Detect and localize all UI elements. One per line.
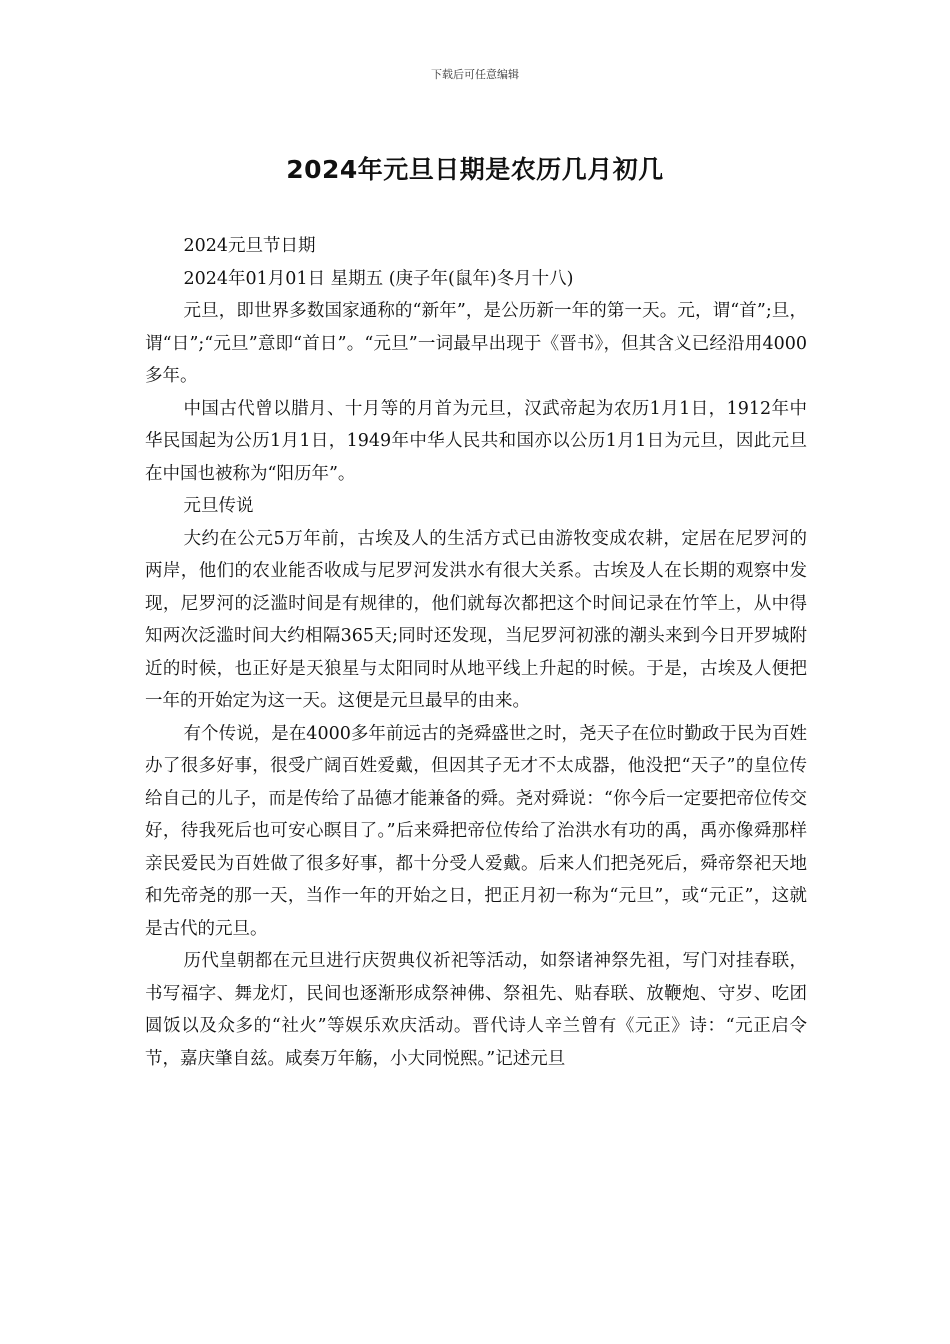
paragraph-dynasty-customs: 历代皇朝都在元旦进行庆贺典仪祈祀等活动，如祭诸神祭先祖，写门对挂春联，书写福字、舞龙灯，民间也逐渐形成祭神佛、祭祖先、贴春联、放鞭炮、守岁、吃团圆饭以及众多的“社火”等娱乐欢庆活动。晋代诗人辛兰曾有《元正》诗：“元正启令节，嘉庆肇自兹。咸奏万年觞，小大同悦熙。”记述元旦 (145, 951, 807, 1069)
paragraph-yao-shun-legend: 有个传说，是在4000多年前远古的尧舜盛世之时，尧天子在位时勤政于民为百姓办了很多好事，很受广阔百姓爱戴，但因其子无才不太成器，他没把“天子”的皇位传给自己的儿子，而是传给了品德才能兼备的舜。尧对舜说：“你今后一定要把帝位传交好，待我死后也可安心瞑目了。”后来舜把帝位传给了治洪水有功的禹，禹亦像舜那样亲民爱民为百姓做了很多好事，都十分受人爱戴。后来人们把尧死后，舜帝祭祀天地和先帝尧的那一天，当作一年的开始之日，把正月初一称为“元旦”，或“元正”，这就是古代的元旦。 (145, 723, 807, 939)
document-title: 2024年元旦日期是农历几月初几 (286, 155, 664, 184)
paragraph-date-detail: 2024年01月01日 星期五 (庚子年(鼠年)冬月十八) (183, 268, 574, 289)
document-body (145, 230, 807, 1075)
paragraph-definition: 元旦，即世界多数国家通称的“新年”，是公历新一年的第一天。元，谓“首”;旦，谓“日”;“元旦”意即“首日”。“元旦”一词最早出现于《晋书》，但其含义已经沿用4000多年。 (145, 301, 807, 386)
header-note: 下载后可任意编辑 (431, 68, 519, 81)
paragraph-date-heading: 2024元旦节日期 (183, 236, 316, 256)
section-heading-legend: 元旦传说 (183, 496, 254, 516)
paragraph-history: 中国古代曾以腊月、十月等的月首为元旦，汉武帝起为农历1月1日，1912年中华民国起为公历1月1日，1949年中华人民共和国亦以公历1月1日为元旦，因此元旦在中国也被称为“阳历年”。 (145, 398, 807, 484)
paragraph-egypt-legend: 大约在公元5万年前，古埃及人的生活方式已由游牧变成农耕，定居在尼罗河的两岸，他们的农业能否收成与尼罗河发洪水有很大关系。古埃及人在长期的观察中发现，尼罗河的泛滥时间是有规律的，他们就每次都把这个时间记录在竹竿上，从中得知两次泛滥时间大约相隔365天;同时还发现，当尼罗河初涨的潮头来到今日开罗城附近的时候，也正好是天狼星与太阳同时从地平线上升起的时候。于是，古埃及人便把一年的开始定为这一天。这便是元旦最早的由来。 (145, 528, 807, 711)
